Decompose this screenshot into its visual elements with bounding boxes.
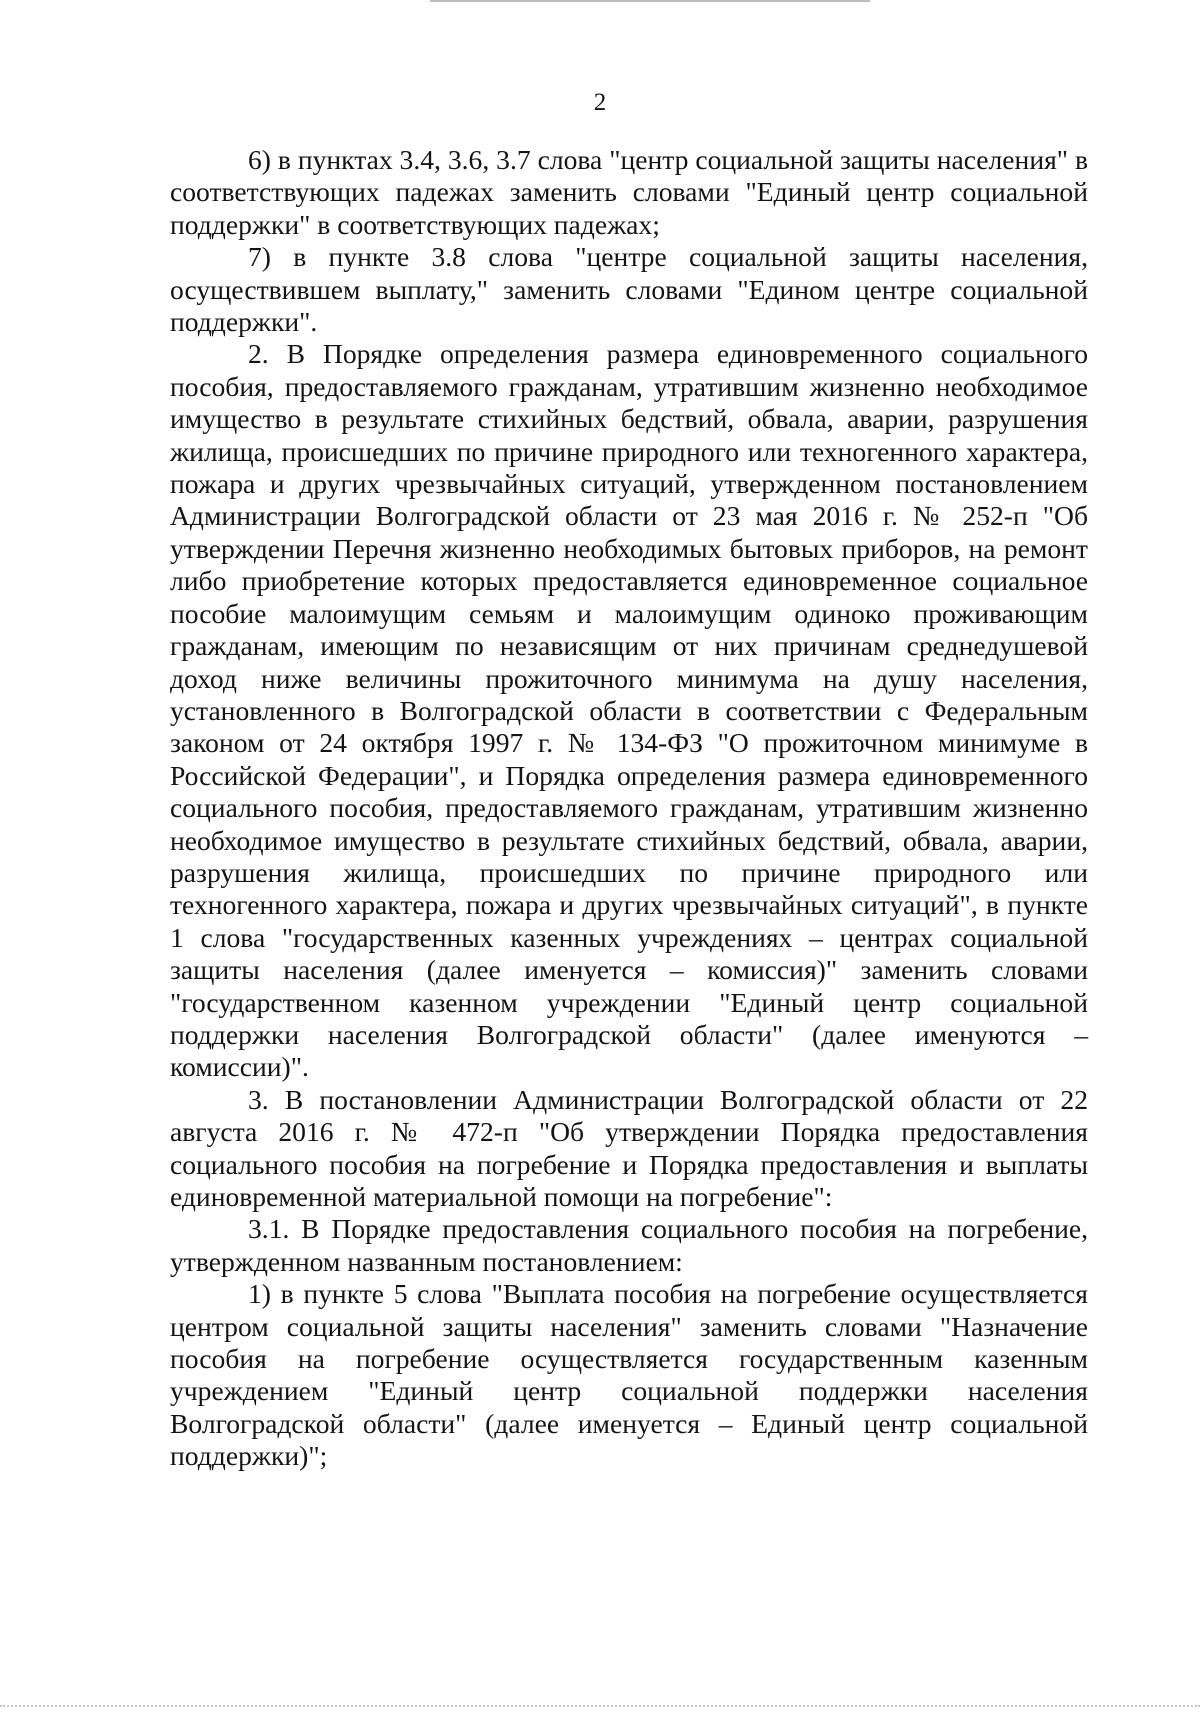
paragraph-item-6: 6) в пунктах 3.4, 3.6, 3.7 слова "центр социальной защиты населения" в соответствующих падежах заменить словами "Единый центр социальной поддержки" в соответствующих падежах; (170, 144, 1088, 240)
paragraph-section-3-1: 3.1. В Порядке предоставления социального пособия на погребение, утвержденном названным постановлением: (170, 1213, 1088, 1277)
page-number: 2 (593, 89, 607, 116)
paragraph-item-1: 1) в пункте 5 слова "Выплата пособия на погребение осуществляется центром социальной защиты населения" заменить словами "Назначение пособия на погребение осуществляется государственным казенным учреждением "Единый центр социальной поддержки населения Волгоградской области" (далее именуется – Единый центр социальной поддержки)"; (170, 1278, 1088, 1472)
paragraph-item-7: 7) в пункте 3.8 слова "центре социальной защиты населения, осуществившем выплату," заменить словами "Едином центре социальной поддержки". (170, 241, 1088, 338)
scan-top-edge (430, 0, 870, 2)
paragraph-section-3: 3. В постановлении Администрации Волгоградской области от 22 августа 2016 г. № 472-п "Об утверждении Порядка предоставления социального пособия на погребение и Порядка предоставления и выплаты единовременной материальной помощи на погребение": (170, 1083, 1088, 1212)
paragraph-section-2: 2. В Порядке определения размера единовременного социального пособия, предоставляемого гражданам, утратившим жизненно необходимое имущество в результате стихийных бедствий, обвала, аварии, разрушения жилища, происшедших по причине природного или техногенного характера, пожара и других чрезвычайных ситуаций, утвержденном постановлением Администрации Волгоградской области от 23 мая 2016 г. № 252-п "Об утверждении Перечня жизненно необходимых бытовых приборов, на ремонт либо приобретение которых предоставляется единовременное социальное пособие малоимущим семьям и малоимущим одиноко проживающим гражданам, имеющим по независящим от них причинам среднедушевой доход ниже величины прожиточного минимума на душу населения, установленного в Волгоградской области в соответствии с Федеральным законом от 24 октября 1997 г. № 134-ФЗ "О прожиточном минимуме в Российской Федерации", и Порядка определения размера единовременного социального пособия, предоставляемого гражданам, утратившим жизненно необходимое имущество в результате стихийных бедствий, обвала, аварии, разрушения жилища, происшедших по причине природного или техногенного характера, пожара и других чрезвычайных ситуаций", в пункте 1 слова "государственных казенных учреждениях – центрах социальной защиты населения (далее именуется – комиссия)" заменить словами "государственном казенном учреждении "Единый центр социальной поддержки населения Волгоградской области" (далее именуются – комиссии)". (170, 338, 1088, 1083)
document-body (170, 144, 1088, 1473)
scan-bottom-edge (0, 1705, 1200, 1707)
